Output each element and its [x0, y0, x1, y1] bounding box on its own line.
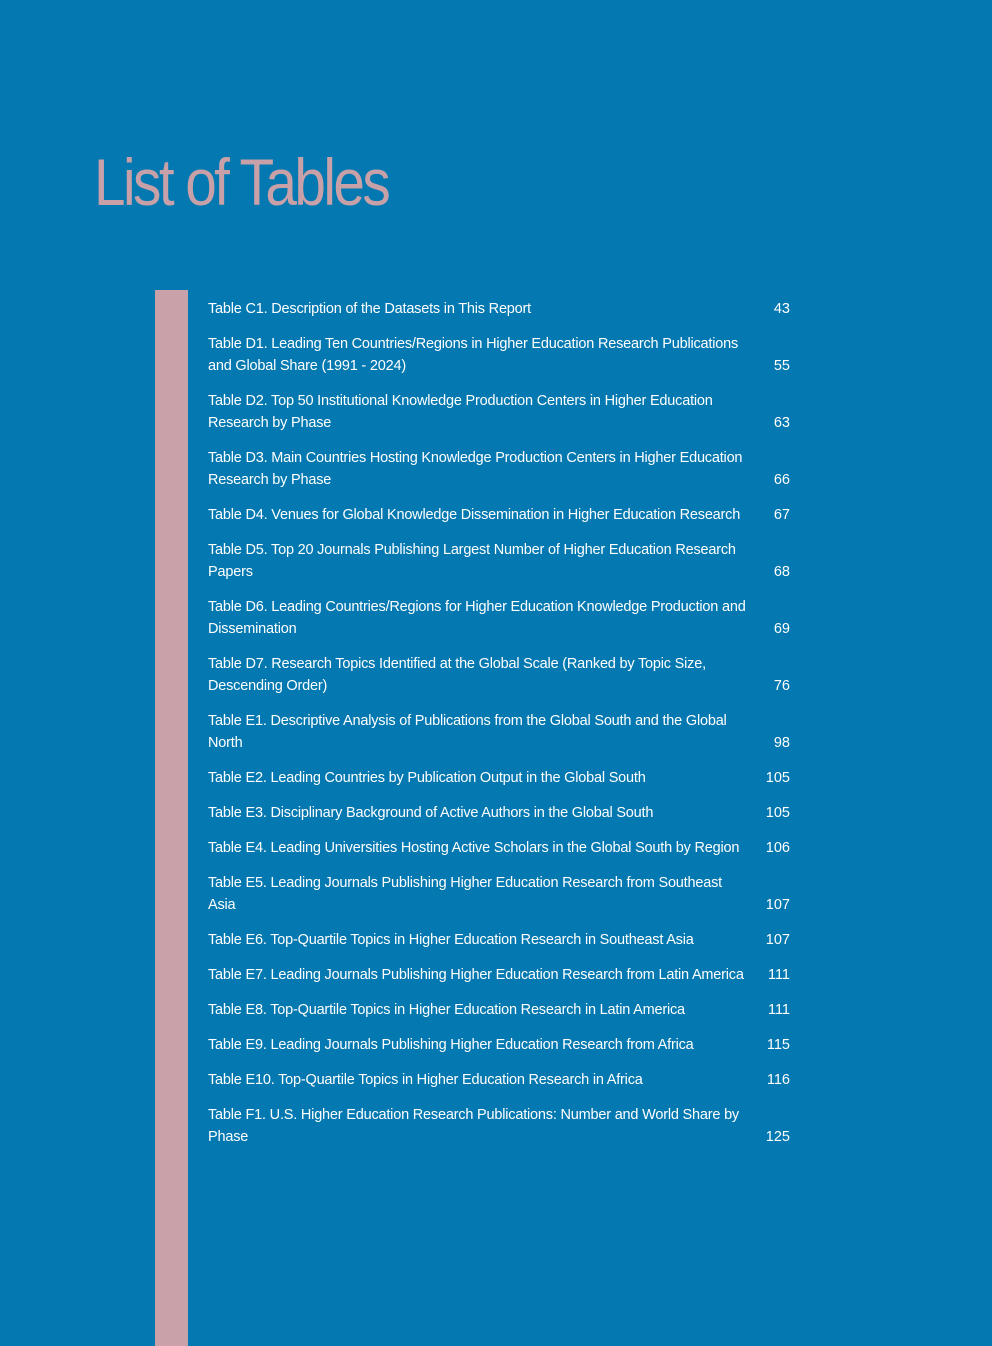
toc-entry-title: Table E8. Top-Quartile Topics in Higher Education Research in Latin America: [208, 1002, 685, 1018]
toc-entry-page: 76: [773, 678, 790, 694]
toc-entry[interactable]: [208, 333, 798, 377]
toc-entry-title: Table D7. Research Topics Identified at the Global Scale (Ranked by Topic Size, Descending Order): [208, 656, 706, 694]
toc-entry[interactable]: [208, 802, 798, 824]
toc-entry-page: 116: [766, 1072, 790, 1088]
toc-entry-title: Table E9. Leading Journals Publishing Higher Education Research from Africa: [208, 1037, 694, 1053]
toc-entry-title: Table C1. Description of the Datasets in This Report: [208, 301, 531, 317]
toc-entry-page: 43: [773, 301, 790, 317]
toc-entry[interactable]: [208, 539, 798, 583]
toc-entry[interactable]: [208, 929, 798, 951]
toc-entry[interactable]: [208, 447, 798, 491]
toc-entry-page: 69: [773, 621, 790, 637]
toc-entry-page: 106: [765, 840, 790, 856]
toc-entry-title: Table F1. U.S. Higher Education Research Publications: Number and World Share by Phase: [208, 1107, 739, 1145]
toc-entry-title: Table E1. Descriptive Analysis of Publications from the Global South and the Global North: [208, 713, 727, 751]
toc-entry[interactable]: [208, 1069, 798, 1091]
toc-entry-page: 115: [766, 1037, 790, 1053]
toc-entry-title: Table E4. Leading Universities Hosting Active Scholars in the Global South by Region: [208, 840, 740, 856]
toc-entry-page: 55: [773, 358, 790, 374]
decorative-side-bar: [155, 290, 188, 1346]
toc-entry-page: 67: [773, 507, 790, 523]
toc-entry-title: Table E3. Disciplinary Background of Active Authors in the Global South: [208, 805, 654, 821]
toc-entry-page: 105: [765, 770, 790, 786]
toc-entry-page: 125: [765, 1129, 790, 1145]
toc-entry-title: Table E6. Top-Quartile Topics in Higher Education Research in Southeast Asia: [208, 932, 694, 948]
toc-entry-title: Table D4. Venues for Global Knowledge Dissemination in Higher Education Research: [208, 507, 741, 523]
toc-entry-title: Table E10. Top-Quartile Topics in Higher Education Research in Africa: [208, 1072, 643, 1088]
toc-entry[interactable]: [208, 504, 798, 526]
toc-entry[interactable]: [208, 390, 798, 434]
toc-entry-page: 107: [765, 897, 790, 913]
toc-entry-title: Table D2. Top 50 Institutional Knowledge Production Centers in Higher Education Research by Phase: [208, 393, 713, 431]
toc-entry[interactable]: [208, 596, 798, 640]
toc-entry-title: Table D5. Top 20 Journals Publishing Largest Number of Higher Education Research Papers: [208, 542, 736, 580]
toc-entry-title: Table D3. Main Countries Hosting Knowledge Production Centers in Higher Education Research by Phase: [208, 450, 743, 488]
toc-entry-title: Table D6. Leading Countries/Regions for Higher Education Knowledge Production and Dissemination: [208, 599, 746, 637]
toc-entry-page: 111: [767, 1002, 790, 1018]
toc-entry[interactable]: [208, 837, 798, 859]
toc-entry[interactable]: [208, 653, 798, 697]
toc-entry-title: Table E2. Leading Countries by Publication Output in the Global South: [208, 770, 646, 786]
toc-entry-title: Table D1. Leading Ten Countries/Regions in Higher Education Research Publications and Global Share (1991 - 2024): [208, 336, 739, 374]
toc-entry-title: Table E5. Leading Journals Publishing Higher Education Research from Southeast Asia: [208, 875, 722, 913]
toc-entry-page: 63: [773, 415, 790, 431]
toc-entry[interactable]: [208, 872, 798, 916]
toc-entry-page: 98: [773, 735, 790, 751]
toc-entry-page: 66: [773, 472, 790, 488]
toc-entry-title: Table E7. Leading Journals Publishing Higher Education Research from Latin America: [208, 967, 744, 983]
table-of-contents-list: [208, 298, 798, 1161]
toc-entry-page: 105: [765, 805, 790, 821]
toc-entry-page: 111: [767, 967, 790, 983]
page-title: List of Tables: [94, 145, 389, 219]
toc-entry-page: 68: [773, 564, 790, 580]
toc-entry[interactable]: [208, 1034, 798, 1056]
toc-entry[interactable]: [208, 710, 798, 754]
toc-entry[interactable]: [208, 298, 798, 320]
toc-entry-page: 107: [765, 932, 790, 948]
toc-entry[interactable]: [208, 1104, 798, 1148]
toc-entry[interactable]: [208, 999, 798, 1021]
toc-entry[interactable]: [208, 767, 798, 789]
toc-entry[interactable]: [208, 964, 798, 986]
